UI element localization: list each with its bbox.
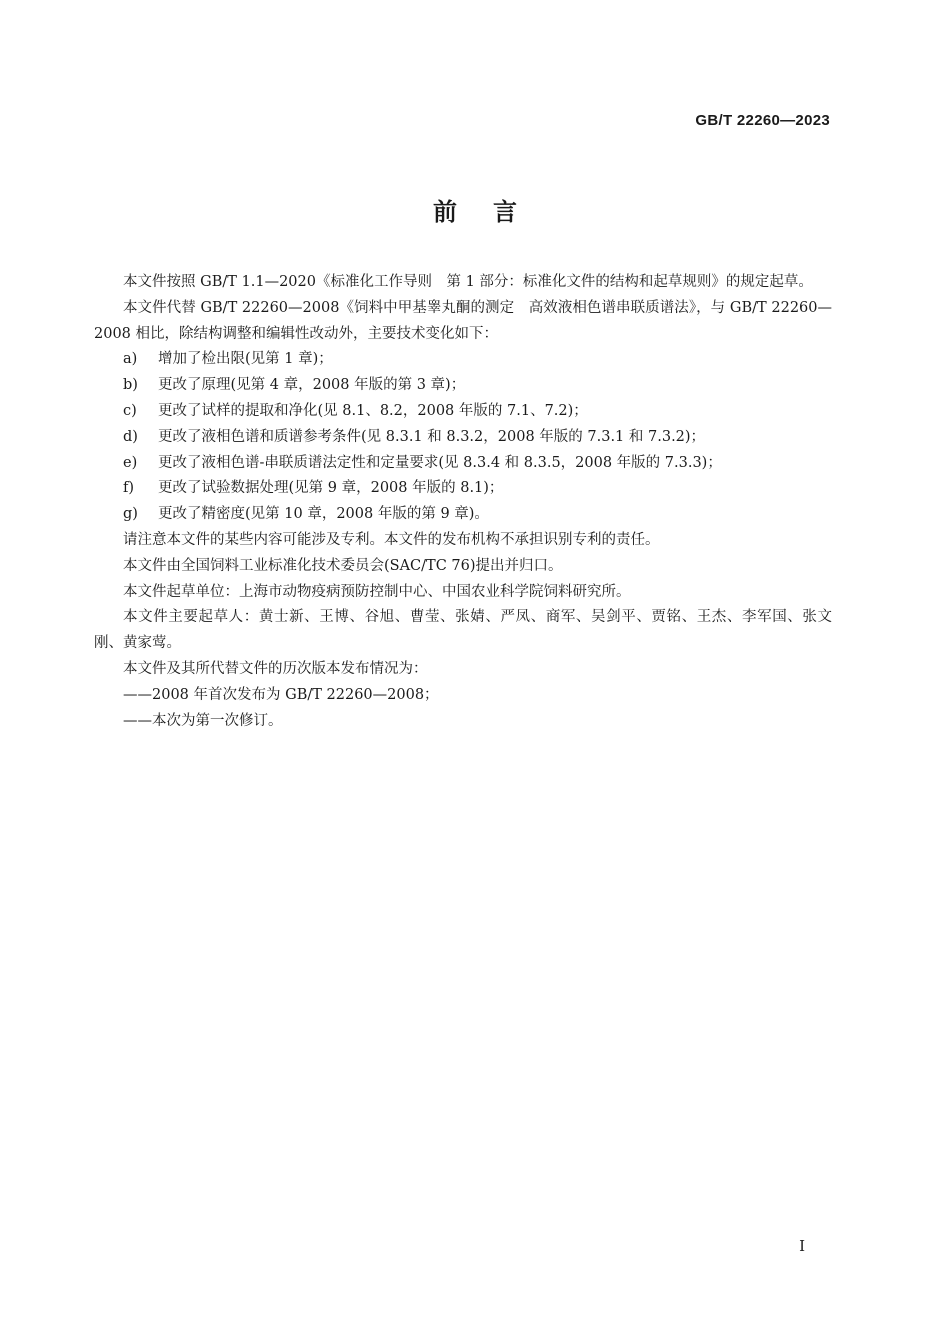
list-item-text: 更改了液相色谱-串联质谱法定性和定量要求(见 8.3.4 和 8.3.5，2008 年版的 7.3.3)； — [158, 454, 722, 471]
list-item-text: 更改了液相色谱和质谱参考条件(见 8.3.1 和 8.3.2，2008 年版的 7.3.1 和 7.3.2)； — [158, 428, 706, 445]
paragraph-drafting-rules: 本文件按照 GB/T 1.1—2020《标准化工作导则 第 1 部分：标准化文件的结构和起草规则》的规定起草。 — [123, 274, 813, 290]
foreword-body — [94, 270, 832, 734]
list-item — [94, 476, 832, 502]
list-item — [94, 347, 832, 373]
list-item-text: 更改了试验数据处理(见第 9 章，2008 年版的 8.1)； — [158, 480, 504, 497]
list-item-text: 更改了原理(见第 4 章，2008 年版的第 3 章)； — [158, 377, 466, 394]
list-item-label: d) — [123, 428, 138, 445]
paragraph-drafters: 本文件主要起草人：黄士新、王博、谷旭、曹莹、张婧、严凤、商军、吴剑平、贾铭、王杰、李军国、张文刚、黄家莺。 — [94, 609, 832, 652]
paragraph-history-intro: 本文件及其所代替文件的历次版本发布情况为： — [123, 660, 428, 677]
history-list — [94, 683, 832, 735]
list-item-label: g) — [123, 506, 138, 523]
list-item — [94, 425, 832, 451]
standard-code: GB/T 22260—2023 — [695, 112, 830, 129]
list-item-label: c) — [123, 402, 137, 419]
list-item — [94, 502, 832, 528]
paragraph-drafting-units: 本文件起草单位：上海市动物疫病预防控制中心、中国农业科学院饲料研究所。 — [123, 583, 631, 600]
list-item-label: f) — [123, 480, 135, 497]
history-item: ——本次为第一次修订。 — [123, 712, 283, 729]
changes-list — [94, 347, 832, 528]
list-item-text: 更改了试样的提取和净化(见 8.1、8.2，2008 年版的 7.1、7.2)； — [158, 402, 588, 419]
history-item: ——2008 年首次发布为 GB/T 22260—2008； — [123, 686, 439, 703]
list-item-label: e) — [123, 454, 138, 471]
list-item — [94, 373, 832, 399]
list-item — [94, 399, 832, 425]
paragraph-committee: 本文件由全国饲料工业标准化技术委员会(SAC/TC 76)提出并归口。 — [123, 557, 563, 574]
list-item-label: a) — [123, 351, 138, 368]
list-item-text: 增加了检出限(见第 1 章)； — [158, 351, 333, 368]
paragraph-replacement: 本文件代替 GB/T 22260—2008《饲料中甲基睾丸酮的测定 高效液相色谱串联质谱法》，与 GB/T 22260—2008 相比，除结构调整和编辑性改动外，主要技术变化如下： — [94, 299, 832, 342]
list-item-text: 更改了精密度(见第 10 章，2008 年版的第 9 章)。 — [158, 506, 489, 523]
list-item-label: b) — [123, 377, 138, 394]
paragraph-patent-notice: 请注意本文件的某些内容可能涉及专利。本文件的发布机构不承担识别专利的责任。 — [123, 531, 660, 548]
list-item — [94, 451, 832, 477]
page-title: 前言 — [433, 198, 553, 226]
page-number: I — [799, 1237, 805, 1255]
